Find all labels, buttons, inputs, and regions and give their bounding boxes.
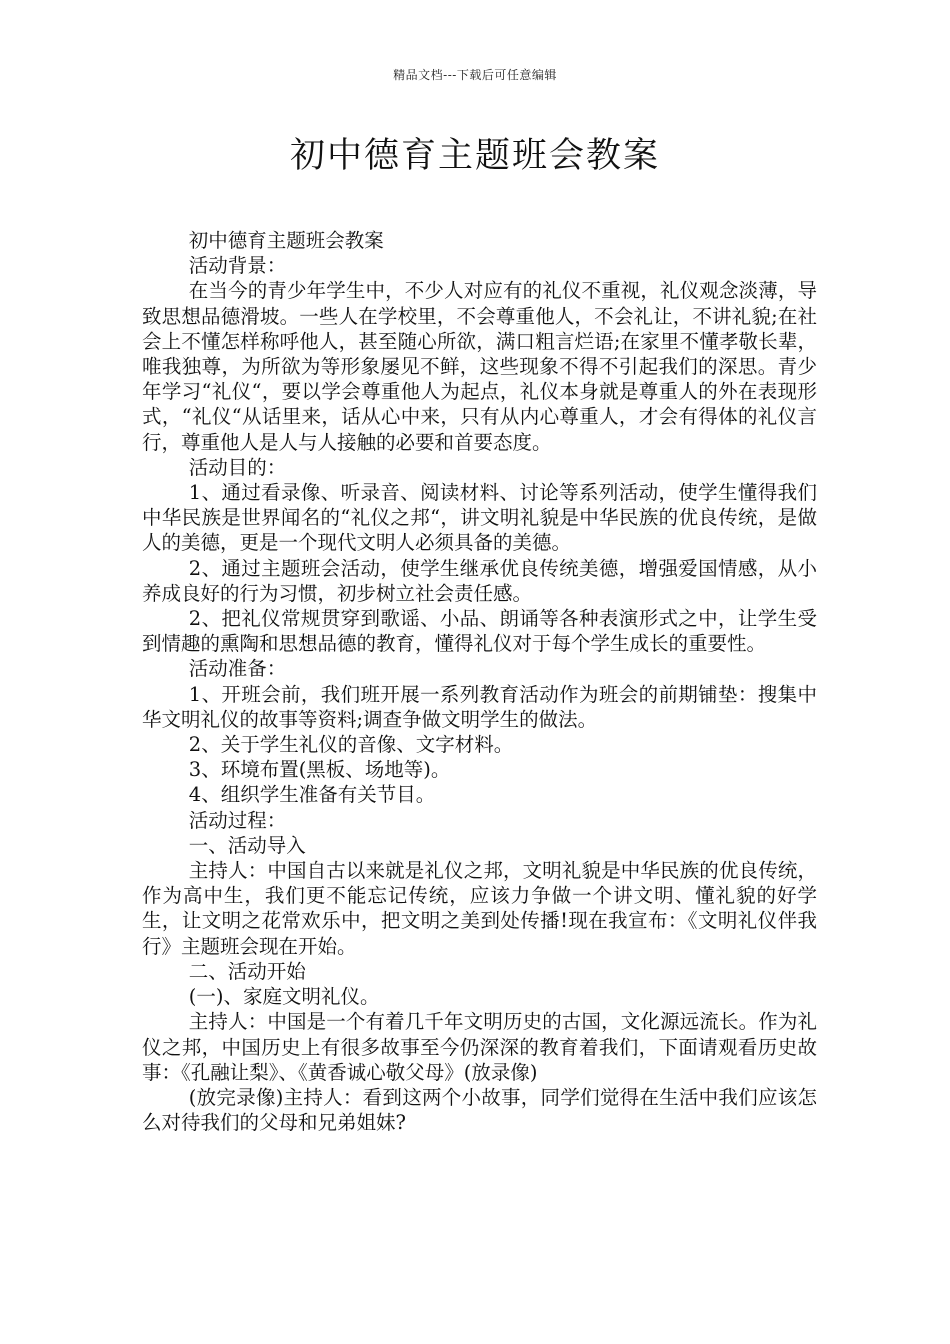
paragraph: 2、通过主题班会活动，使学生继承优良传统美德，增强爱国情感，从小养成良好的行为习惯，初步树立社会责任感。 bbox=[142, 556, 817, 605]
paragraph: 2、关于学生礼仪的音像、文字材料。 bbox=[188, 733, 514, 757]
paragraph: 3、环境布置(黑板、场地等)。 bbox=[188, 758, 451, 782]
paragraph: (放完录像)主持人：看到这两个小故事，同学们觉得在生活中我们应该怎么对待我们的父母和兄弟姐妹? bbox=[142, 1085, 817, 1135]
paragraph: 在当今的青少年学生中，不少人对应有的礼仪不重视，礼仪观念淡薄，导致思想品德滑坡。一些人在学校里，不会尊重他人，不会礼让，不讲礼貌;在社会上不懂怎样称呼他人，甚至随心所欲，满口粗言烂语;在家里不懂孝敬长辈，唯我独尊，为所欲为等形象屡见不鲜，这些现象不得不引起我们的深思。青少年学习“礼仪“，要以学会尊重他人为起点，礼仪本身就是尊重人的外在表现形式，“礼仪“从话里来，话从心中来，只有从内心尊重人，才会有得体的礼仪言行，尊重他人是人与人接触的必要和首要态度。 bbox=[142, 279, 817, 454]
paragraph: 活动准备： bbox=[188, 657, 287, 681]
paragraph: 初中德育主题班会教案 bbox=[188, 229, 384, 252]
paragraph: 活动背景： bbox=[188, 254, 287, 278]
paragraph: 二、活动开始 bbox=[188, 959, 306, 983]
page-header: 精品文档---下载后可任意编辑 bbox=[393, 68, 557, 82]
paragraph: 主持人：中国自古以来就是礼仪之邦，文明礼貌是中华民族的优良传统，作为高中生，我们更不能忘记传统，应该力争做一个讲文明、懂礼貌的好学生，让文明之花常欢乐中，把文明之美到处传播!现在我宣布：《文明礼仪伴我行》主题班会现在开始。 bbox=[142, 859, 817, 958]
paragraph: 1、开班会前，我们班开展一系列教育活动作为班会的前期铺垫：搜集中华文明礼仪的故事等资料;调查争做文明学生的做法。 bbox=[142, 682, 817, 731]
document-body bbox=[142, 228, 817, 1135]
paragraph: (一)、家庭文明礼仪。 bbox=[188, 985, 380, 1009]
paragraph: 2、把礼仪常规贯穿到歌谣、小品、朗诵等各种表演形式之中，让学生受到情趣的熏陶和思想品德的教育，懂得礼仪对于每个学生成长的重要性。 bbox=[142, 607, 817, 656]
document-title: 初中德育主题班会教案 bbox=[289, 136, 660, 176]
paragraph: 1、通过看录像、听录音、阅读材料、讨论等系列活动，使学生懂得我们中华民族是世界闻名的“礼仪之邦“，讲文明礼貌是中华民族的优良传统，是做人的美德，更是一个现代文明人必须具备的美德。 bbox=[142, 481, 817, 555]
paragraph: 主持人：中国是一个有着几千年文明历史的古国，文化源远流长。作为礼仪之邦，中国历史上有很多故事至今仍深深的教育着我们，下面请观看历史故事：《孔融让梨》、《黄香诚心敬父母》(放录像) bbox=[142, 1010, 817, 1084]
paragraph: 活动过程： bbox=[188, 808, 287, 832]
paragraph: 活动目的： bbox=[188, 455, 287, 479]
paragraph: 一、活动导入 bbox=[188, 833, 306, 857]
paragraph: 4、组织学生准备有关节目。 bbox=[188, 783, 436, 807]
